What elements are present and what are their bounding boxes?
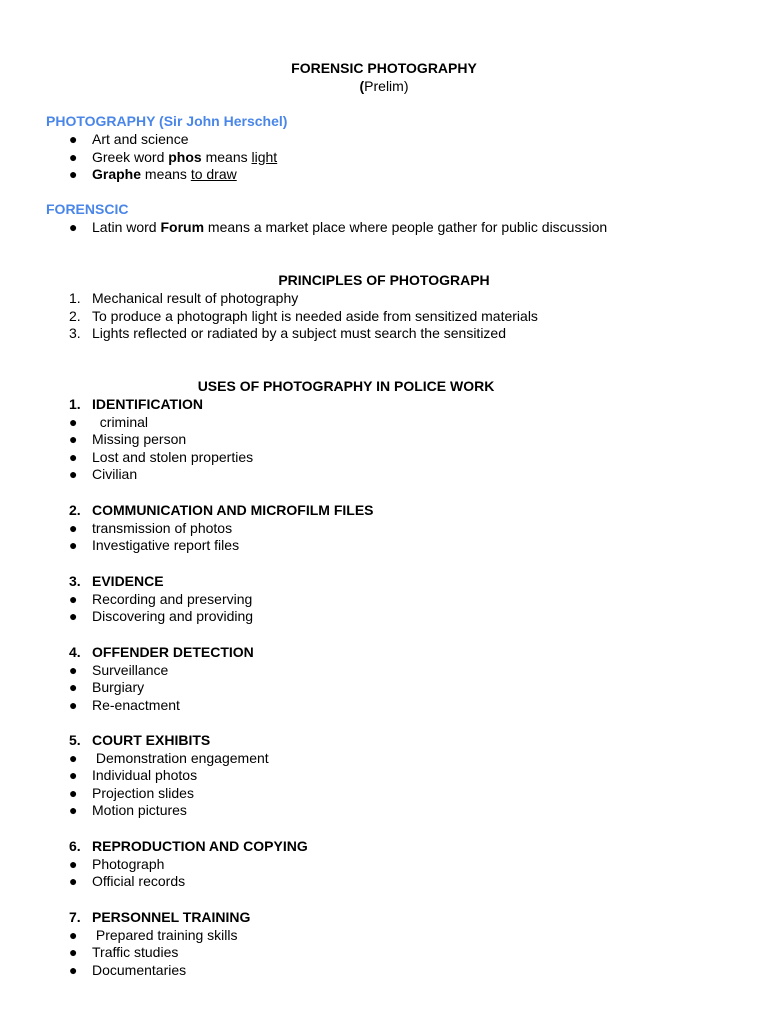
uses-item-text: Re-enactment — [92, 696, 180, 713]
document-subtitle — [0, 78, 768, 96]
uses-item-text: criminal — [92, 413, 149, 430]
bullet: ● — [69, 873, 78, 890]
uses-item-text: Surveillance — [92, 661, 169, 678]
bullet: ● — [69, 148, 78, 165]
bullet: ● — [69, 679, 78, 696]
bullet: ● — [69, 661, 78, 678]
text-segment: means — [201, 148, 252, 165]
bullet: ● — [69, 590, 78, 607]
bold-term: Forum — [160, 219, 205, 235]
list-number: 3. — [69, 325, 81, 342]
text-segment: means — [141, 166, 191, 183]
forensic-heading: FORENSCIC — [46, 201, 129, 217]
uses-item-text: Civilian — [92, 466, 138, 483]
subtitle-text: Prelim) — [364, 78, 409, 94]
section-number: 3. — [69, 573, 81, 589]
section-number: 4. — [69, 644, 81, 660]
principle-text: To produce a photograph light is needed aside from sensitized materials — [92, 307, 538, 324]
section-title: REPRODUCTION AND COPYING — [92, 838, 308, 854]
uses-item-text: Documentaries — [92, 961, 187, 978]
bullet: ● — [69, 855, 78, 872]
bullet: ● — [69, 784, 78, 801]
principles-heading: PRINCIPLES OF PHOTOGRAPH — [278, 272, 490, 288]
uses-item-text: Investigative report files — [92, 537, 240, 554]
list-number: 1. — [69, 290, 81, 306]
section-title: IDENTIFICATION — [92, 396, 203, 412]
uses-item-text: Lost and stolen properties — [92, 448, 254, 465]
bullet: ● — [69, 767, 78, 784]
underlined-term: to draw — [190, 166, 237, 183]
bullet: ● — [69, 802, 78, 819]
section-number: 7. — [69, 909, 81, 925]
list-number: 2. — [69, 307, 81, 324]
bullet: ● — [69, 519, 78, 536]
bold-term: Graphe — [92, 166, 142, 183]
bullet: ● — [69, 466, 78, 483]
photography-item-1: Art and science — [92, 131, 189, 147]
section-title: COURT EXHIBITS — [92, 732, 211, 748]
uses-item-text: Traffic studies — [92, 944, 179, 961]
bold-term: phos — [168, 148, 202, 165]
section-title: OFFENDER DETECTION — [92, 644, 254, 660]
bullet: ● — [69, 944, 78, 961]
document-title: FORENSIC PHOTOGRAPHY — [291, 60, 477, 76]
bullet: ● — [69, 431, 78, 448]
bullet: ● — [69, 608, 78, 625]
forensic-item — [92, 219, 607, 237]
uses-item-text: Missing person — [92, 431, 187, 448]
section-title: COMMUNICATION AND MICROFILM FILES — [92, 502, 374, 518]
uses-item-text: Burgiary — [92, 679, 145, 696]
uses-item-text: Discovering and providing — [92, 608, 254, 625]
bullet: ● — [69, 413, 78, 430]
photography-item-2 — [92, 149, 277, 167]
uses-item-text: Motion pictures — [92, 802, 187, 819]
underlined-term: light — [251, 148, 278, 165]
section-title: PERSONNEL TRAINING — [92, 909, 251, 925]
section-number: 5. — [69, 732, 81, 748]
uses-item-text: Photograph — [92, 855, 165, 872]
bullet: ● — [69, 537, 78, 554]
section-number: 6. — [69, 838, 81, 854]
text-segment: Latin word — [92, 219, 161, 235]
uses-item-text: Projection slides — [92, 784, 194, 801]
subtitle-paren: ( — [359, 78, 365, 94]
bullet: ● — [69, 448, 78, 465]
bullet: ● — [69, 131, 78, 147]
section-number: 1. — [69, 396, 81, 412]
uses-item-text: transmission of photos — [92, 519, 233, 536]
section-number: 2. — [69, 502, 81, 518]
text-segment: means a market place where people gather for public discussion — [204, 219, 608, 235]
text-segment: Greek word — [92, 148, 169, 165]
bullet: ● — [69, 749, 78, 766]
uses-item-text: Prepared training skills — [92, 926, 238, 943]
bullet: ● — [69, 696, 78, 713]
principle-text: Lights reflected or radiated by a subject must search the sensitized — [92, 325, 506, 342]
photography-item-3 — [92, 166, 237, 184]
photography-heading: PHOTOGRAPHY (Sir John Herschel) — [46, 113, 288, 129]
bullet: ● — [69, 961, 78, 978]
uses-item-text: Demonstration engagement — [92, 749, 269, 766]
uses-item-text: Recording and preserving — [92, 590, 253, 607]
uses-item-text: Official records — [92, 873, 186, 890]
principle-text: Mechanical result of photography — [92, 290, 299, 306]
bullet: ● — [69, 219, 78, 235]
bullet: ● — [69, 166, 78, 183]
bullet: ● — [69, 926, 78, 943]
uses-heading: USES OF PHOTOGRAPHY IN POLICE WORK — [197, 378, 495, 394]
uses-item-text: Individual photos — [92, 767, 198, 784]
section-title: EVIDENCE — [92, 573, 164, 589]
